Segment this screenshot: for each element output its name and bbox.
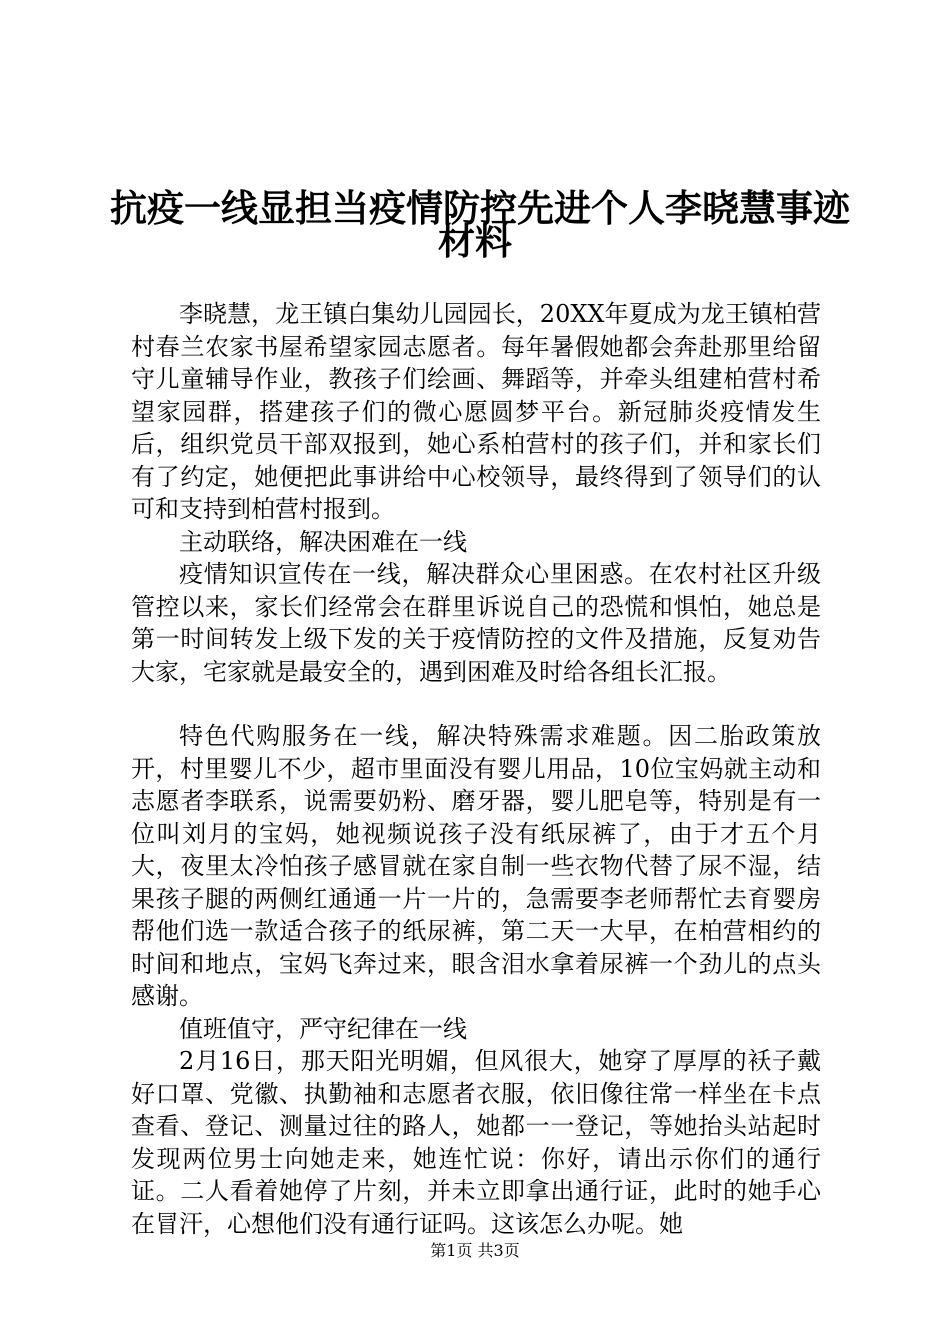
page-footer: 第1页 共3页 <box>430 1241 520 1260</box>
paragraph-checkpoint: 2月16日，那天阳光明媚，但风很大，她穿了厚厚的袄子戴好口罩、党徽、执勤袖和志愿者衣服，依旧像往常一样坐在卡点查看、登记、测量过往的路人，她都一一登记，等她抬头站起时发现两位男士向她走来，她连忙说：你好，请出示你们的通行证。二人看着她停了片刻，并未立即拿出通行证，此时的她手心在冒汗，心想他们没有通行证吗。这该怎么办呢。她 <box>131 1047 821 1238</box>
document-body <box>131 298 821 1240</box>
section-heading-contact: 主动联络，解决困难在一线 <box>179 527 467 556</box>
document-title-line-2: 材料 <box>438 220 512 263</box>
section-heading-duty: 值班值守，严守纪律在一线 <box>179 1014 467 1043</box>
paragraph-intro: 李晓慧，龙王镇白集幼儿园园长，20XX年夏成为龙王镇柏营村春兰农家书屋希望家园志愿者。每年暑假她都会奔赴那里给留守儿童辅导作业，教孩子们绘画、舞蹈等，并牵头组建柏营村希望家园群，搭建孩子们的微心愿圆梦平台。新冠肺炎疫情发生后，组织党员干部双报到，她心系柏营村的孩子们，并和家长们有了约定，她便把此事讲给中心校领导，最终得到了领导们的认可和支持到柏营村报到。 <box>131 300 821 523</box>
document-title-line-1: 抗疫一线显担当疫情防控先进个人李晓慧事迹 <box>110 187 850 230</box>
paragraph-purchasing: 特色代购服务在一线，解决特殊需求难题。因二胎政策放开，村里婴儿不少，超市里面没有婴儿用品，10位宝妈就主动和志愿者李联系，说需要奶粉、磨牙器，婴儿肥皂等，特别是有一位叫刘月的宝妈，她视频说孩子没有纸尿裤了，由于才五个月大，夜里太冷怕孩子感冒就在家自制一些衣物代替了尿不湿，结果孩子腿的两侧红通通一片一片的，急需要李老师帮忙去育婴房帮他们选一款适合孩子的纸尿裤，第二天一大早，在柏营相约的时间和地点，宝妈飞奔过来，眼含泪水拿着尿裤一个劲儿的点头感谢。 <box>131 722 821 1010</box>
paragraph-publicity: 疫情知识宣传在一线，解决群众心里困惑。在农村社区升级管控以来，家长们经常会在群里诉说自己的恐慌和惧怕，她总是第一时间转发上级下发的关于疫情防控的文件及措施，反复劝告大家，宅家就是最安全的，遇到困难及时给各组长汇报。 <box>131 560 821 686</box>
